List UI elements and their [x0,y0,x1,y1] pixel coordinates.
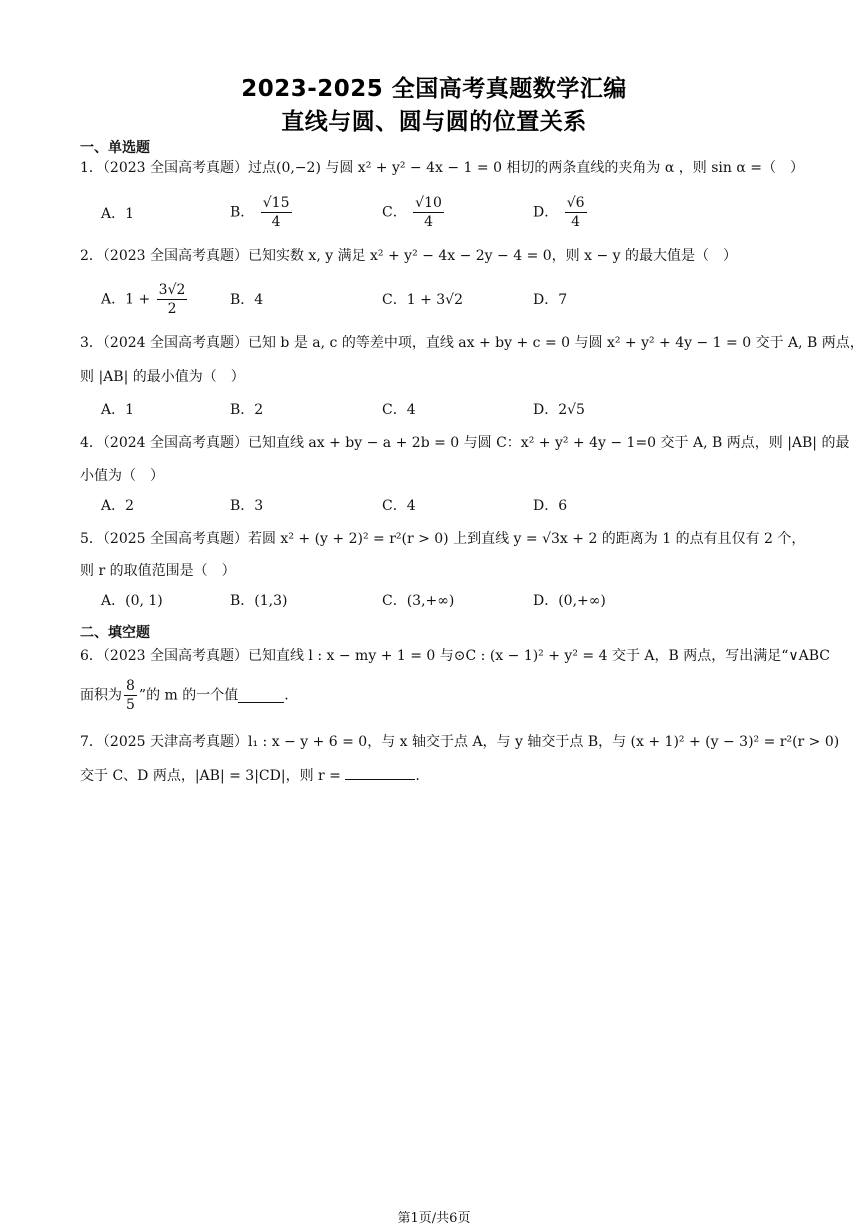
q1-option-d-label: D． [533,204,559,221]
q7-answer-blank[interactable] [345,766,415,780]
q1-option-b-numerator: √15 [262,195,290,211]
q7-period: . [415,768,420,784]
q1-option-b [230,194,294,231]
q4-option-d: D．6 [533,498,568,514]
section-heading-single-choice: 一、单选题 [80,140,150,156]
q1-option-a: A．1 [101,206,135,222]
q1-option-c-fraction [413,194,444,231]
question-6-line-1: 6．（2023 全国高考真题）已知直线 l : x − my + 1 = 0 与⊙C : (x − 1)² + y² = 4 交于 A，B 两点，写出满足“∨ABC [80,648,831,664]
q4-option-a: A．2 [101,498,135,514]
q2-option-a-label: A．1 + [101,291,151,308]
q6-area-fraction [124,677,137,714]
q4-option-b: B．3 [230,498,264,514]
q1-option-c [382,194,446,231]
q3-option-b: B．2 [230,402,264,418]
question-3-line-1: 3．（2024 全国高考真题）已知 b 是 a, c 的等差中项，直线 ax + by + c = 0 与圆 x² + y² + 4y − 1 = 0 交于 A, B 两点， [80,335,864,351]
question-7-line-1: 7．（2025 天津高考真题）l₁ : x − y + 6 = 0，与 x 轴交于点 A，与 y 轴交于点 B，与 (x + 1)² + (y − 3)² = r²(r > 0) [80,734,840,750]
q1-option-d [533,194,589,231]
q6-area-denominator: 5 [126,697,135,713]
question-4-line-1: 4．（2024 全国高考真题）已知直线 ax + by − a + 2b = 0 与圆 C：x² + y² + 4y − 1=0 交于 A, B 两点，则 |AB| 的最 [80,435,850,451]
q2-option-d: D．7 [533,292,568,308]
q6-prompt-suffix: ”的 m 的一个值 [138,687,239,704]
question-5-line-2: 则 r 的取值范围是（ ） [80,563,236,579]
q2-option-c: C．1 + 3√2 [382,292,463,308]
q3-option-d: D．2√5 [533,402,585,418]
q1-option-d-fraction [565,194,587,231]
q5-option-c: C．(3,+∞) [382,593,455,609]
q6-period: . [284,687,289,704]
question-1-text: 1．（2023 全国高考真题）过点(0,−2) 与圆 x² + y² − 4x − 1 = 0 相切的两条直线的夹角为 α ，则 sin α =（ ） [80,160,804,176]
q1-option-d-denominator: 4 [571,214,581,230]
q3-option-a: A．1 [101,402,135,418]
q2-option-a-fraction [157,281,188,318]
q1-option-b-denominator: 4 [271,214,281,230]
page-footer: 第1页/共6页 [397,1211,471,1226]
q5-option-b: B．(1,3) [230,593,288,609]
q2-option-a [101,281,189,318]
q2-option-b: B．4 [230,292,264,308]
section-heading-fill-blank: 二、填空题 [80,625,150,641]
q6-area-prefix: 面积为 [80,687,122,704]
q2-option-a-denominator: 2 [167,301,177,317]
q1-option-c-numerator: √10 [415,195,442,211]
question-6-line-2 [80,677,790,714]
document-title: 2023-2025 全国高考真题数学汇编 [241,76,627,102]
q3-option-c: C．4 [382,402,416,418]
q1-option-c-denominator: 4 [424,214,433,230]
q5-option-a: A．(0, 1) [101,593,163,609]
question-3-line-2: 则 |AB| 的最小值为（ ） [80,369,245,385]
q1-option-d-numerator: √6 [566,195,585,211]
q1-option-b-fraction [261,194,292,231]
question-5-line-1: 5．（2025 全国高考真题）若圆 x² + (y + 2)² = r²(r > 0) 上到直线 y = √3x + 2 的距离为 1 的点有且仅有 2 个， [80,531,806,547]
q1-option-c-label: C． [382,204,407,221]
q5-option-d: D．(0,+∞) [533,593,606,609]
q1-option-b-label: B． [230,204,255,221]
q6-area-numerator: 8 [126,678,135,694]
question-2-text: 2．（2023 全国高考真题）已知实数 x, y 满足 x² + y² − 4x − 2y − 4 = 0，则 x − y 的最大值是（ ） [80,248,737,264]
document-subtitle: 直线与圆、圆与圆的位置关系 [281,109,587,135]
question-4-line-2: 小值为（ ） [80,468,164,484]
q2-option-a-numerator: 3√2 [158,282,186,298]
q4-option-c: C．4 [382,498,416,514]
question-7-line-2 [80,766,790,785]
q6-answer-blank[interactable] [238,688,284,703]
q7-line-2-text: 交于 C、D 两点，|AB| = 3|CD|，则 r = [80,768,341,784]
